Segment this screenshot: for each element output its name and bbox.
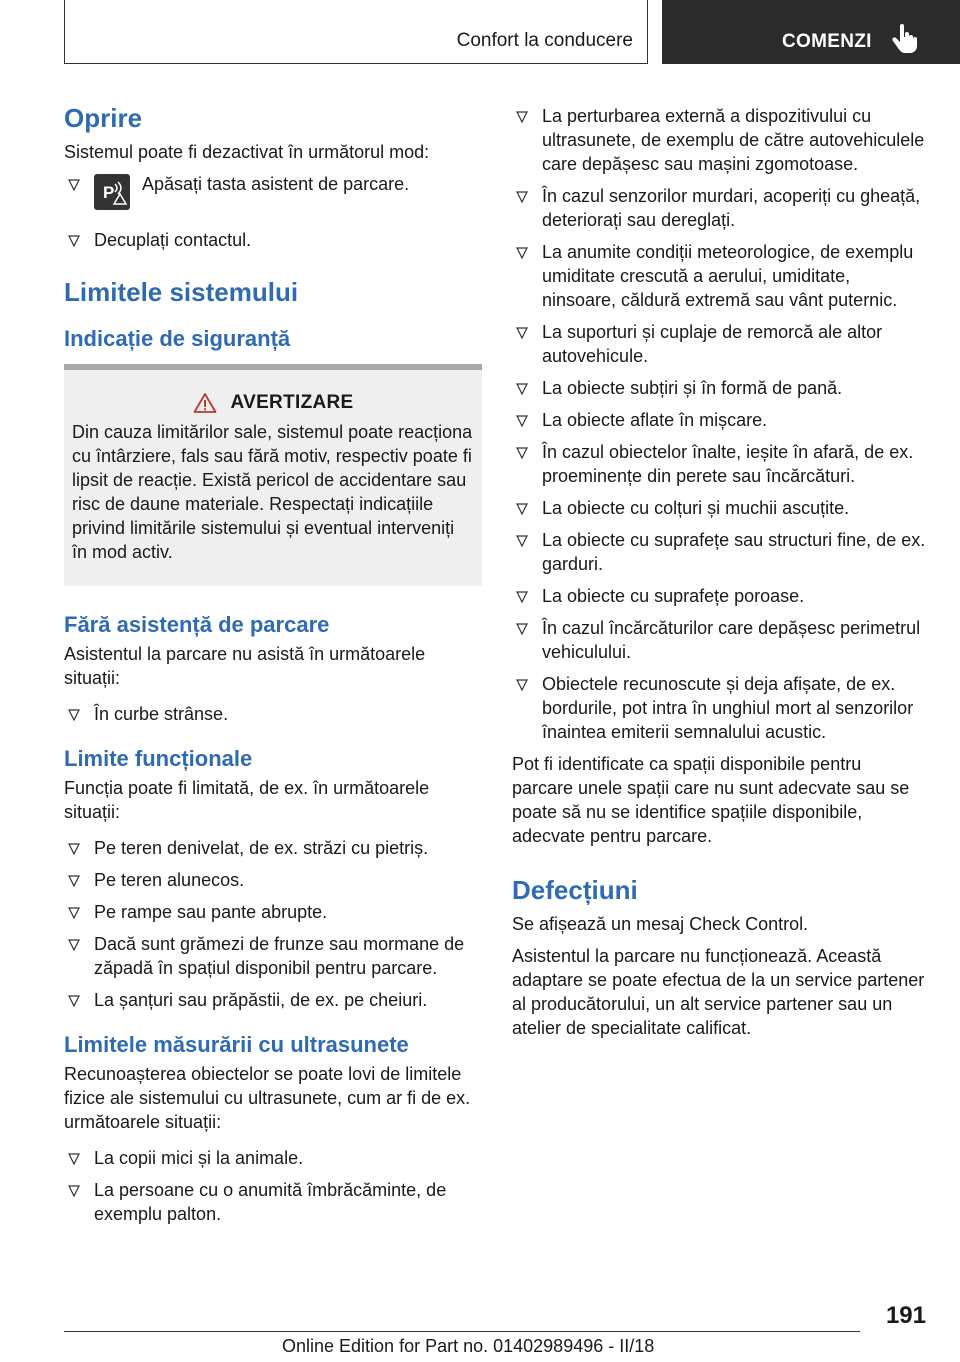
footer-divider xyxy=(64,1331,860,1332)
bullet-triangle-icon xyxy=(516,496,530,520)
section-title-limits: Limitele sistemului xyxy=(64,277,299,307)
list-item xyxy=(512,528,926,576)
list-item xyxy=(64,228,482,252)
bullet-triangle-icon xyxy=(516,240,530,264)
bullet-triangle-icon xyxy=(516,440,530,464)
page-number: 191 xyxy=(885,1302,926,1329)
list-item xyxy=(64,932,482,980)
bullet-triangle-icon xyxy=(516,584,530,608)
list-item xyxy=(512,184,926,232)
list-item xyxy=(512,376,926,400)
section-title-defects: Defecțiuni xyxy=(512,875,638,905)
header-chapter-title: COMENZI xyxy=(782,31,872,52)
list-item-text: Pe teren alunecos. xyxy=(94,870,245,890)
hand-pointer-icon xyxy=(892,24,918,54)
list-item-text: Apăsați tasta asistent de parcare. xyxy=(142,174,410,194)
right-column xyxy=(512,104,926,1040)
bullet-triangle-icon xyxy=(516,408,530,432)
bullet-triangle-icon xyxy=(68,868,82,892)
bullet-triangle-icon xyxy=(516,104,530,128)
bullet-triangle-icon xyxy=(68,172,82,196)
oprire-list xyxy=(64,172,482,252)
footer-edition: Online Edition for Part no. 01402989496 - II/18 xyxy=(282,1336,655,1356)
bullet-triangle-icon xyxy=(68,988,82,1012)
list-item xyxy=(64,1146,482,1170)
list-item-text: La obiecte subțiri și în formă de pană. xyxy=(542,378,843,398)
bullet-triangle-icon xyxy=(68,932,82,956)
list-item xyxy=(512,408,926,432)
list-item xyxy=(64,868,482,892)
warning-box xyxy=(64,364,482,586)
bullet-triangle-icon xyxy=(68,702,82,726)
list-item-text: La persoane cu o anumită îmbrăcăminte, de exemplu palton. xyxy=(94,1180,447,1224)
list-item xyxy=(64,836,482,860)
list-item-text: La copii mici și la animale. xyxy=(94,1148,304,1168)
left-column xyxy=(64,100,482,1234)
list-item xyxy=(64,172,482,210)
header-chapter-tab xyxy=(662,0,960,64)
bullet-triangle-icon xyxy=(68,836,82,860)
list-item-text: În curbe strânse. xyxy=(94,704,229,724)
list-item-text: La obiecte aflate în mișcare. xyxy=(542,410,768,430)
header-section-box xyxy=(64,0,648,64)
list-item xyxy=(64,1178,482,1226)
list-item xyxy=(512,584,926,608)
list-item-text: La anumite condiții meteorologice, de exemplu umiditate crescută a aerului, umiditate, ninsoare, căldură extremă sau vânt puternic. xyxy=(542,242,914,310)
list-item xyxy=(512,672,926,744)
list-item xyxy=(64,988,482,1012)
list-item-text: Decuplați contactul. xyxy=(94,230,252,250)
subsection-title-functional: Limite funcționale xyxy=(64,746,253,771)
list-item-text: Obiectele recunoscute și deja afișate, de ex. bordurile, pot intra în unghiul mort al senzorilor înaintea emiterii semnalului acustic. xyxy=(542,674,914,742)
list-item-text: Dacă sunt grămezi de frunze sau mormane de zăpadă în spațiul disponibil pentru parcare. xyxy=(94,934,465,978)
list-item-text: La obiecte cu colțuri și muchii ascuțite. xyxy=(542,498,850,518)
subsection-title-safety: Indicație de siguranță xyxy=(64,326,291,351)
list-item-text: La obiecte cu suprafețe sau structuri fine, de ex. garduri. xyxy=(542,530,926,574)
svg-text:P: P xyxy=(103,183,115,202)
section-title-oprire: Oprire xyxy=(64,103,143,133)
bullet-triangle-icon xyxy=(516,528,530,552)
functional-list xyxy=(64,836,482,1012)
bullet-triangle-icon xyxy=(516,376,530,400)
parking-assistant-button-icon xyxy=(94,174,130,210)
list-item-text: Pe rampe sau pante abrupte. xyxy=(94,902,328,922)
header-section-title: Confort la conducere xyxy=(456,30,633,51)
list-item-text: Pe teren denivelat, de ex. străzi cu pietriș. xyxy=(94,838,429,858)
spaces-paragraph: Pot fi identificate ca spații disponibile pentru parcare unele spații care nu sunt adecvate sau se poate să nu se identifice spațiile disponibile, adecvate pentru parcare. xyxy=(512,754,910,846)
no-assist-intro: Asistentul la parcare nu asistă în următoarele situații: xyxy=(64,644,426,688)
warning-text: Din cauza limitărilor sale, sistemul poate reacționa cu întârziere, fals sau fără motiv, respectiv poate fi lipsit de reacție. Există pericol de accidentare sau risc de daune materiale. Respectați indicațiile privind limitările sistemului și eventual interveniți în mod activ. xyxy=(72,422,473,562)
list-item xyxy=(64,900,482,924)
bullet-triangle-icon xyxy=(68,1178,82,1202)
list-item xyxy=(512,440,926,488)
warning-title: AVERTIZARE xyxy=(230,392,354,413)
defects-p1: Se afișează un mesaj Check Control. xyxy=(512,914,809,934)
subsection-title-ultrasound: Limitele măsurării cu ultrasunete xyxy=(64,1032,409,1057)
oprire-intro: Sistemul poate fi dezactivat în următorul mod: xyxy=(64,142,430,162)
list-item-text: În cazul obiectelor înalte, ieșite în afară, de ex. proeminențe din perete sau încărcături. xyxy=(542,442,914,486)
no-assist-list xyxy=(64,702,482,726)
list-item-text: În cazul încărcăturilor care depășesc perimetrul vehiculului. xyxy=(542,618,921,662)
list-item xyxy=(512,616,926,664)
list-item-text: La suporturi și cuplaje de remorcă ale altor autovehicule. xyxy=(542,322,883,366)
warning-triangle-icon xyxy=(193,392,217,414)
bullet-triangle-icon xyxy=(68,900,82,924)
bullet-triangle-icon xyxy=(68,1146,82,1170)
ultrasound-intro: Recunoașterea obiectelor se poate lovi de limitele fizice ale sistemului cu ultrasunete, cum ar fi de ex. următoarele situații: xyxy=(64,1064,471,1132)
functional-intro: Funcția poate fi limitată, de ex. în următoarele situații: xyxy=(64,778,430,822)
ultrasound-list xyxy=(64,1146,482,1226)
defects-p2: Asistentul la parcare nu funcționează. Această adaptare se poate efectua de la un service partener al producătorului, un alt service partener sau un atelier de specialitate calificat. xyxy=(512,946,925,1038)
bullet-triangle-icon xyxy=(516,184,530,208)
bullet-triangle-icon xyxy=(68,228,82,252)
bullet-triangle-icon xyxy=(516,320,530,344)
bullet-triangle-icon xyxy=(516,672,530,696)
list-item xyxy=(512,496,926,520)
list-item-text: La obiecte cu suprafețe poroase. xyxy=(542,586,805,606)
list-item-text: La șanțuri sau prăpăstii, de ex. pe cheiuri. xyxy=(94,990,428,1010)
list-item xyxy=(512,240,926,312)
list-item-text: În cazul senzorilor murdari, acoperiți cu gheață, deteriorați sau dereglați. xyxy=(542,186,921,230)
bullet-triangle-icon xyxy=(516,616,530,640)
list-item xyxy=(512,104,926,176)
ultrasound-list-continued xyxy=(512,104,926,744)
list-item xyxy=(64,702,482,726)
subsection-title-no-assist: Fără asistență de parcare xyxy=(64,612,330,637)
list-item-text: La perturbarea externă a dispozitivului cu ultrasunete, de exemplu de către autovehiculele care depășesc sau mașini zgomotoase. xyxy=(542,106,925,174)
list-item xyxy=(512,320,926,368)
